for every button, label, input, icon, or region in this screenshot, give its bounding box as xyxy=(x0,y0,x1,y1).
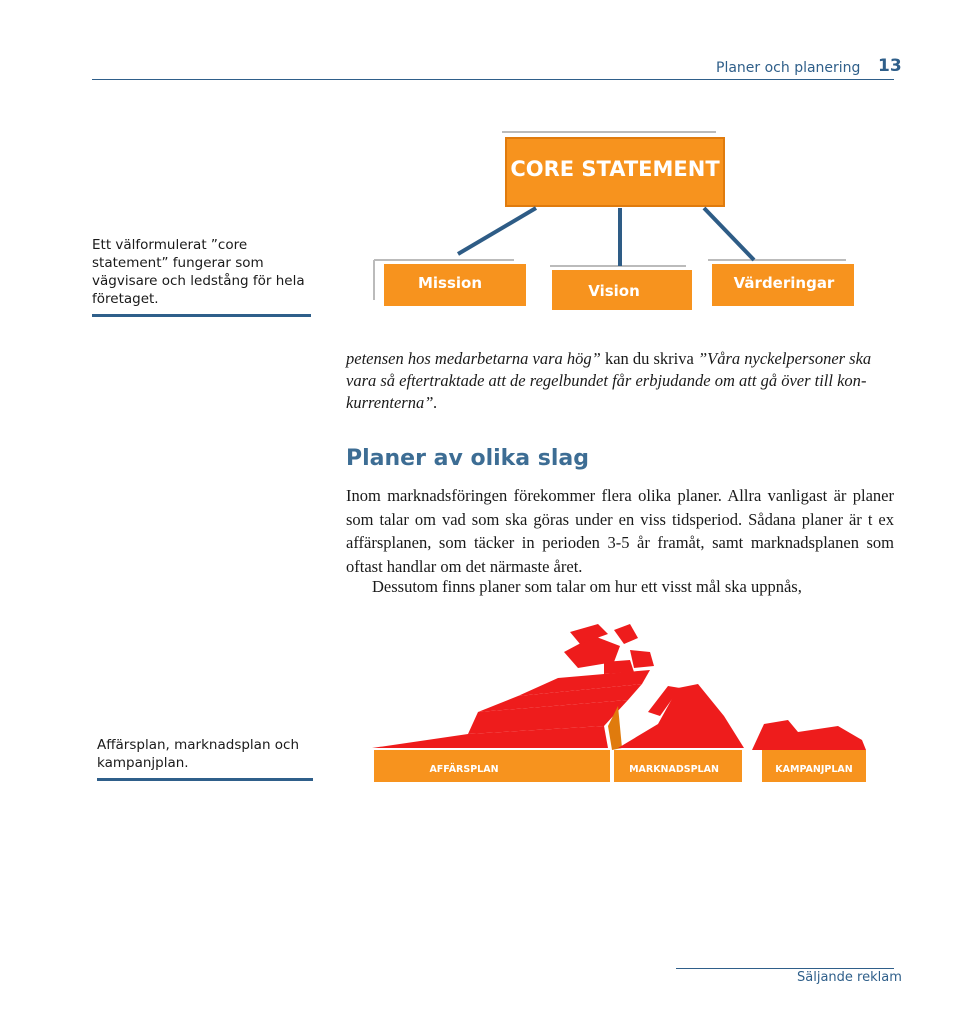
footer-rule xyxy=(676,968,894,969)
mission-label: Mission xyxy=(417,274,483,292)
body-paragraph-2: Dessutom finns planer som talar om hur ett visst mål ska uppnås, xyxy=(372,577,802,596)
margin-note-rule xyxy=(92,314,311,317)
italic-paragraph-upright: kan du skriva xyxy=(600,349,698,368)
page-number: 13 xyxy=(878,56,902,76)
footer-book-title: Säljande reklam xyxy=(797,970,902,985)
italic-paragraph-prefix: petensen hos medarbetarna vara hög” xyxy=(346,349,601,368)
marknadsplan-label: MARKNADSPLAN xyxy=(629,764,719,775)
kampanjplan-label: KAMPANJPLAN xyxy=(775,764,853,775)
section-heading: Planer av olika slag xyxy=(346,446,590,471)
kampanjplan-top xyxy=(752,720,866,750)
margin-note-core-statement: Ett välformulerat ”core statement” fungerar som vägvisare och ledstång för hela företaget. xyxy=(92,237,305,307)
margin-note-rule xyxy=(97,778,313,781)
italic-paragraph-rest: ”Våra nyckelpersoner ska vara så eftertraktade att de regelbundet får erbjudande om att gå över till konkurrenterna”. xyxy=(346,349,872,412)
vision-label: Vision xyxy=(588,282,640,300)
margin-note-plans: Affärsplan, marknadsplan och kampanjplan. xyxy=(97,737,300,771)
running-header-title: Planer och planering xyxy=(716,60,861,76)
core-statement-label: CORE STATEMENT xyxy=(510,157,720,181)
connector-mission xyxy=(458,208,536,254)
core-statement-diagram xyxy=(370,128,860,312)
varderingar-label: Värderingar xyxy=(733,274,835,292)
affarsplan-label: AFFÄRSPLAN xyxy=(429,764,499,775)
plans-diagram xyxy=(368,616,868,786)
header-rule xyxy=(92,79,894,80)
connector-varderingar xyxy=(704,208,754,260)
italic-paragraph xyxy=(346,348,896,414)
marknadsplan-top xyxy=(618,684,744,748)
body-paragraph-1: Inom marknadsföringen förekommer flera olika planer. Allra vanligast är planer som talar om vad som ska göras under en viss tidsperiod. Sådana planer är t ex affärsplanen, som täcker in perioden 3-5 år framåt, samt marknadsplanen som oftast handlar om det närmaste året. xyxy=(346,486,894,576)
